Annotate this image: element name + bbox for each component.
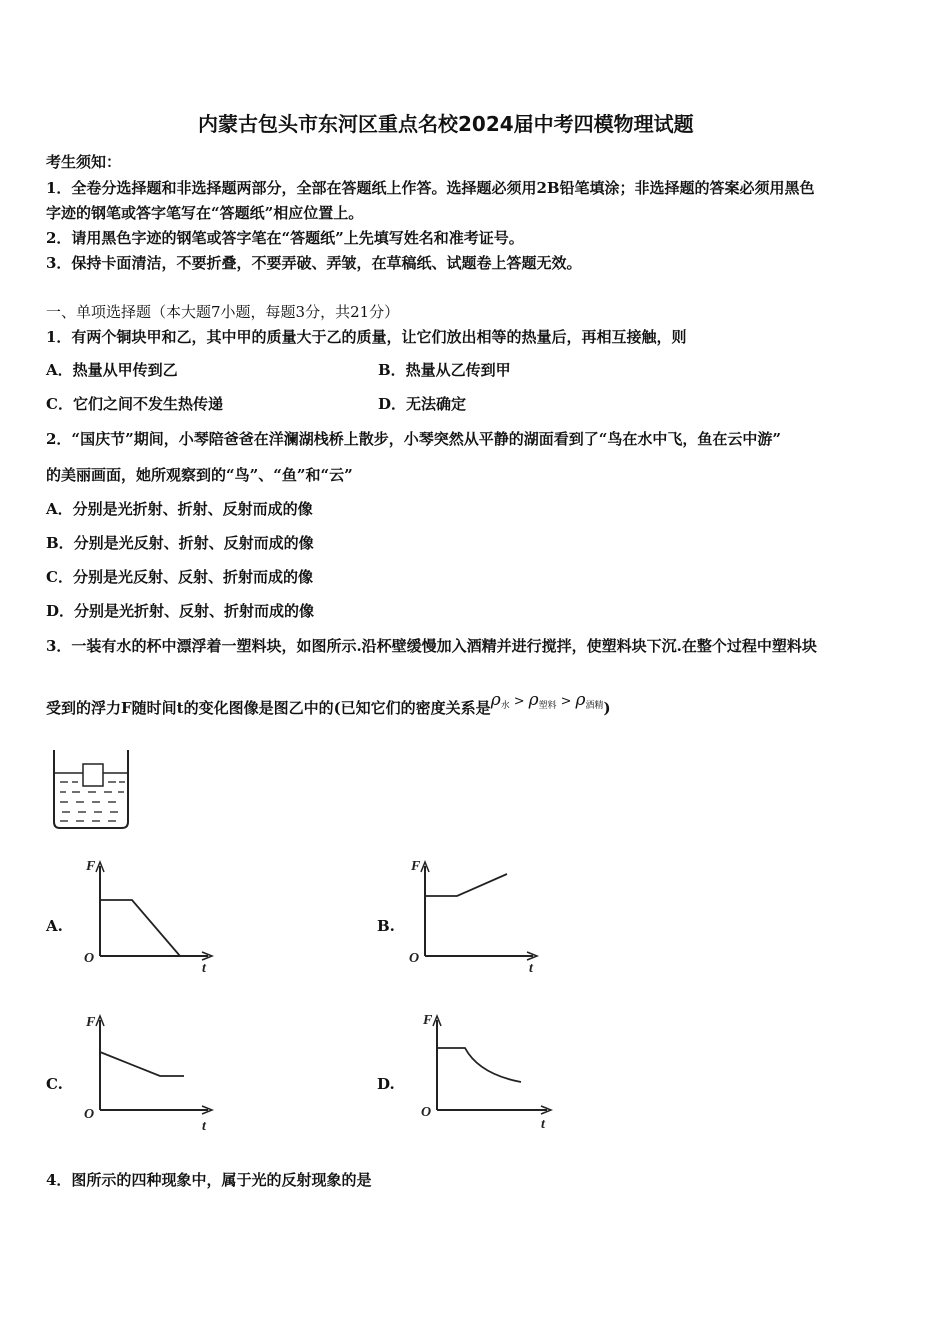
q3-stem-text: 受到的浮力F随时间t的变化图像是图乙中的(已知它们的密度关系是 (46, 699, 491, 717)
axis-label-f: F (86, 1015, 96, 1030)
graph-option-a (80, 852, 220, 977)
q3-stem-line2: 受到的浮力F随时间t的变化图像是图乙中的(已知它们的密度关系是$\rho_水 > \rho_{塑料} > \rho_{酒精}$) (46, 690, 611, 717)
q1-option-c: C．它们之间不发生热传递 (46, 395, 223, 413)
q4-stem: 4．图所示的四种现象中，属于光的反射现象的是 (46, 1171, 372, 1189)
q3-stem-line1: 3．一装有水的杯中漂浮着一塑料块，如图所示.沿杯壁缓慢加入酒精并进行搅拌，使塑料块下沉.在整个过程中塑料块 (46, 637, 817, 655)
origin-label: O (409, 951, 420, 966)
axis-label-t: t (202, 961, 206, 976)
axis-label-t: t (529, 961, 533, 976)
beaker-figure (48, 746, 134, 832)
force-curve (425, 874, 507, 896)
axis-label-t: t (202, 1119, 206, 1134)
q2-stem-line1: 2．“国庆节”期间，小琴陪爸爸在洋澜湖栈桥上散步，小琴突然从平静的湖面看到了“鸟在水中飞，鱼在云中游” (46, 430, 781, 448)
graph-option-d (417, 1006, 562, 1134)
section-heading: 一、单项选择题（本大题7小题，每题3分，共21分） (46, 303, 400, 321)
q2-option-b: B．分别是光反射、折射、反射而成的像 (46, 534, 314, 552)
axis-label-f: F (423, 1013, 433, 1028)
q1-option-b: B．热量从乙传到甲 (378, 361, 511, 379)
q3-option-a-label: A. (46, 917, 63, 935)
axis-label-f: F (411, 859, 421, 874)
q2-option-c: C．分别是光反射、反射、折射而成的像 (46, 568, 313, 586)
q1-stem: 1．有两个铜块甲和乙，其中甲的质量大于乙的质量，让它们放出相等的热量后，再相互接触，则 (46, 328, 687, 346)
notice-line: 3．保持卡面清洁，不要折叠，不要弄破、弄皱，在草稿纸、试题卷上答题无效。 (46, 254, 582, 272)
axis-label-f: F (86, 859, 96, 874)
force-curve (100, 900, 180, 956)
notice-line: 1．全卷分选择题和非选择题两部分，全部在答题纸上作答。选择题必须用2B铅笔填涂；非选择题的答案必须用黑色 (46, 179, 815, 197)
graph-option-c (80, 1006, 220, 1134)
q3-option-d-label: D. (377, 1075, 395, 1093)
q3-option-b-label: B. (377, 917, 395, 935)
origin-label: O (84, 1107, 95, 1122)
q2-option-d: D．分别是光折射、反射、折射而成的像 (46, 602, 315, 620)
force-curve (437, 1048, 521, 1082)
notice-line: 字迹的钢笔或答字笔写在“答题纸”相应位置上。 (46, 204, 364, 222)
q3-option-c-label: C. (46, 1075, 63, 1093)
origin-label: O (421, 1105, 432, 1120)
q1-option-a: A．热量从甲传到乙 (46, 361, 178, 379)
page-title: 内蒙古包头市东河区重点名校2024届中考四模物理试题 (198, 112, 694, 136)
water-hatching (60, 782, 125, 821)
q2-stem-line2: 的美丽画面，她所观察到的“鸟”、“鱼”和“云” (46, 466, 353, 484)
q1-option-d: D．无法确定 (378, 395, 467, 413)
graph-option-b (405, 852, 545, 977)
axis-label-t: t (541, 1117, 545, 1132)
notice-line: 2．请用黑色字迹的钢笔或答字笔在“答题纸”上先填写姓名和准考证号。 (46, 229, 524, 247)
plastic-block (83, 764, 103, 786)
q2-option-a: A．分别是光折射、折射、反射而成的像 (46, 500, 313, 518)
notice-heading: 考生须知： (46, 153, 122, 171)
density-relation: $\rho_水 > \rho_{塑料} > \rho_{酒精}$ (490, 690, 604, 711)
force-curve (100, 1052, 184, 1076)
origin-label: O (84, 951, 95, 966)
